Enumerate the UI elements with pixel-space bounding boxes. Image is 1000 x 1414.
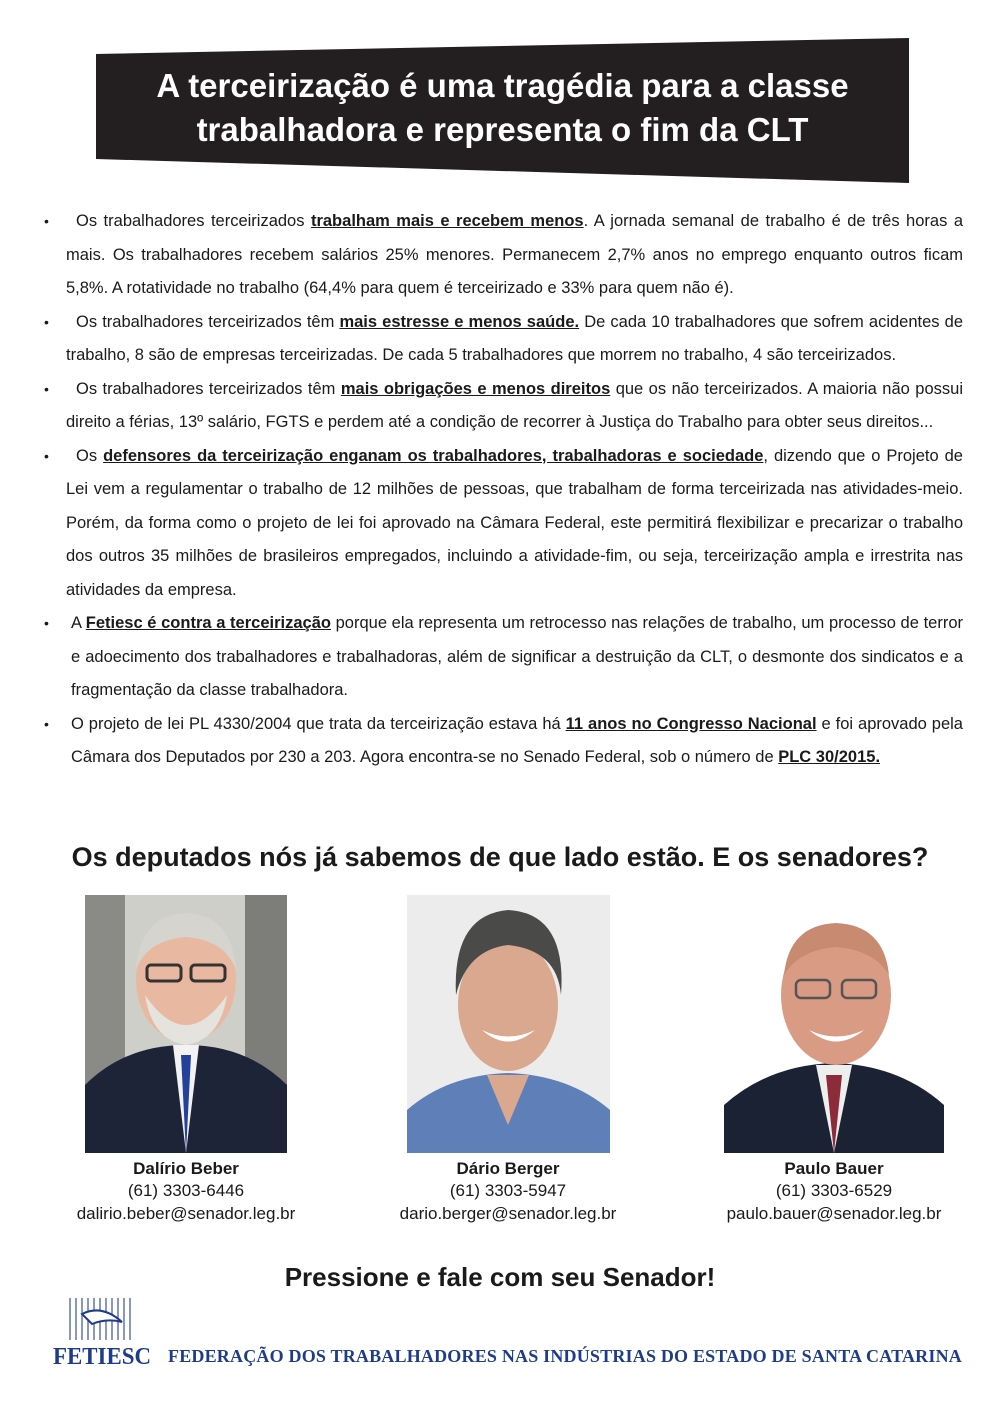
list-item xyxy=(38,306,963,373)
bullet-text-post: porque ela representa um retrocesso nas relações de trabalho, um processo de terror e adoecimento dos trabalhadores e trabalhadoras, além de significar a destruição da CLT, o desmonte dos sindicatos e a fragmentação da classe trabalhadora. xyxy=(71,614,963,699)
bullet-highlight: defensores da terceirização enganam os trabalhadores, trabalhadoras e sociedade xyxy=(103,446,764,465)
senator-card xyxy=(713,895,955,1225)
bullet-text-pre: A xyxy=(71,614,86,632)
bullet-highlight: 11 anos no Congresso Nacional xyxy=(565,714,817,733)
fetiesc-logo xyxy=(52,1294,152,1374)
bullet-text-post: De cada 10 trabalhadores que sofrem acidentes de trabalho, 8 são de empresas terceirizadas. De cada 5 trabalhadores que morrem no trabalho, 4 são terceirizados. xyxy=(66,312,963,364)
senator-email[interactable]: paulo.bauer@senador.leg.br xyxy=(726,1204,942,1223)
bullet-highlight: mais obrigações e menos direitos xyxy=(340,379,611,398)
bullet-icon: • xyxy=(44,447,49,464)
bullet-text-pre: Os trabalhadores terceirizados xyxy=(76,212,311,230)
logo-icon xyxy=(52,1294,152,1374)
list-item xyxy=(38,373,963,440)
organization-name: FEDERAÇÃO DOS TRABALHADORES NAS INDÚSTRIAS DO ESTADO DE SANTA CATARINA xyxy=(168,1346,962,1366)
senator-email[interactable]: dalirio.beber@senador.leg.br xyxy=(76,1204,296,1223)
bullet-highlight-plc: PLC 30/2015. xyxy=(778,748,881,766)
bullet-text-pre: Os xyxy=(76,446,104,465)
senator-email[interactable]: dario.berger@senador.leg.br xyxy=(399,1204,617,1223)
bullet-icon: • xyxy=(44,380,49,397)
senator-photo xyxy=(407,895,610,1153)
bullet-highlight: mais estresse e menos saúde. xyxy=(339,312,580,331)
senator-name: Dário Berger xyxy=(456,1159,560,1178)
bullet-icon: • xyxy=(44,615,49,631)
senator-name: Dalírio Beber xyxy=(133,1159,239,1178)
bullet-text-pre: Os trabalhadores terceirizados têm xyxy=(76,312,340,331)
senator-phone: (61) 3303-6529 xyxy=(775,1181,893,1200)
bullet-highlight: Fetiesc é contra a terceirização xyxy=(85,614,331,632)
call-to-action: Pressione e fale com seu Senador! xyxy=(284,1262,716,1292)
bullet-icon: • xyxy=(44,715,49,732)
senator-name: Paulo Bauer xyxy=(784,1159,884,1178)
senator-photo xyxy=(85,895,287,1153)
list-item xyxy=(38,440,963,608)
bullet-text-pre: O projeto de lei PL 4330/2004 que trata da terceirização estava há xyxy=(71,714,566,733)
list-item xyxy=(38,708,963,775)
list-item xyxy=(38,205,963,306)
portrait-icon xyxy=(724,895,944,1153)
senator-phone: (61) 3303-5947 xyxy=(449,1181,567,1200)
bullet-text-post: , dizendo que o Projeto de Lei vem a regulamentar o trabalho de 12 milhões de pessoas, que trabalham de forma terceirizada nas atividades-meio. Porém, da forma como o projeto de lei foi aprovado na Câmara Federal, este permitirá flexibilizar e precarizar o trabalho dos outros 35 milhões de brasileiros empregados, incluindo a atividade-fim, ou seja, terceirização ampla e irrestrita nas atividades da empresa. xyxy=(66,446,963,599)
portrait-icon xyxy=(407,895,610,1153)
page-title: A terceirização é uma tragédia para a classe trabalhadora e representa o fim da CLT xyxy=(156,67,849,148)
bullet-text-post: . A jornada semanal de trabalho é de três horas a mais. Os trabalhadores recebem salários 25% menores. Permanecem 2,7% anos no emprego enquanto outros ficam 5,8%. A rotatividade no trabalho (64,4% para quem é terceirizado e 33% para quem não é). xyxy=(66,212,963,297)
senator-phone: (61) 3303-6446 xyxy=(127,1181,245,1200)
question-heading: Os deputados nós já sabemos de que lado estão. E os senadores? xyxy=(71,842,929,872)
bullet-text-post: que os não terceirizados. A maioria não possui direito a férias, 13º salário, FGTS e perdem até a condição de recorrer à Justiça do Trabalho para obter seus direitos... xyxy=(66,379,963,431)
senator-card xyxy=(386,895,630,1225)
bullet-icon: • xyxy=(44,313,49,330)
portrait-icon xyxy=(85,895,287,1153)
senator-card xyxy=(70,895,302,1225)
bullet-highlight: trabalham mais e recebem menos xyxy=(310,212,584,230)
bullet-list xyxy=(38,205,963,775)
senator-photo xyxy=(724,895,944,1153)
logo-text: FETIESC xyxy=(53,1344,151,1370)
bullet-icon: • xyxy=(44,213,49,229)
bullet-text-post: e foi aprovado pela Câmara dos Deputados por 230 a 203. Agora encontra-se no Senado Federal, sob o número de xyxy=(71,714,963,766)
list-item xyxy=(38,607,963,708)
bullet-text-pre: Os trabalhadores terceirizados têm xyxy=(76,379,341,398)
